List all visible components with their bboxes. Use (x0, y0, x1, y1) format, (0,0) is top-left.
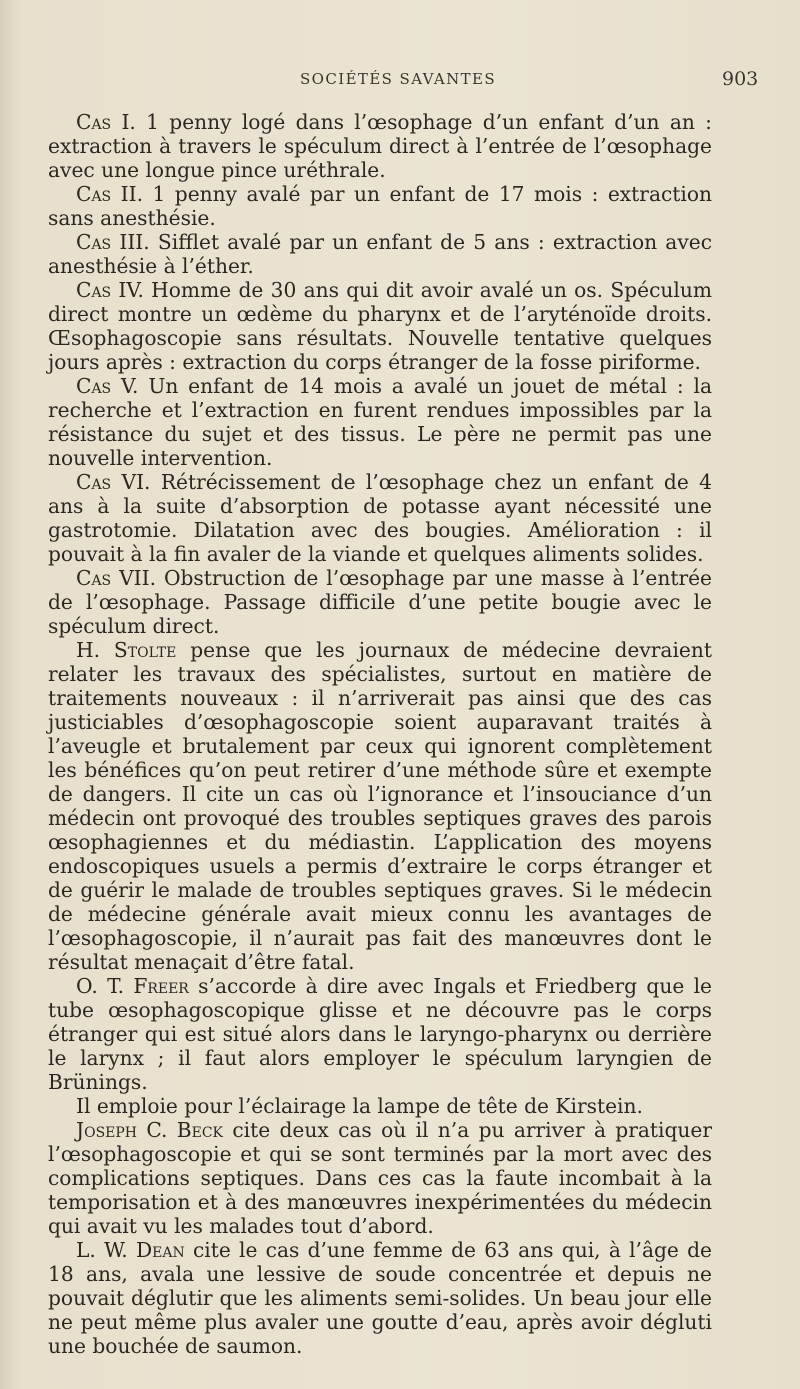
paragraph-cas-2 (48, 182, 712, 230)
paragraph-text: 1 penny avalé par un enfant de 17 mois : extraction sans anesthésie. (48, 182, 713, 230)
paragraph-beck (48, 1118, 712, 1238)
paragraph-stolte (48, 638, 712, 974)
case-label: Cas V. (76, 374, 139, 398)
case-label: Cas III. (76, 230, 150, 254)
paragraph-text: cite deux cas où il n’a pu arriver à pratiquer l’œsophagoscopie et qui se sont terminés par la mort avec des complications septiques. Dans ces cas la faute incombait à la temporisation et à des manœuvres inexpérimentées du médecin qui avait vu les malades tout d’abord. (48, 1118, 712, 1238)
paragraph-text: pense que les journaux de médecine devraient relater les travaux des spécialistes, surtout en matière de traitements nouveaux : il n’arriverait pas ainsi que des cas justiciables d’œsophagoscopie soient auparavant traités à l’aveugle et brutalement par ceux qui ignorent complètement les bénéfices qu’on peut retirer d’une méthode sûre et exempte de dangers. Il cite un cas où l’ignorance et l’insouciance d’un médecin ont provoqué des troubles septiques graves des parois œsophagiennes et du médiastin. L’application des moyens endoscopiques usuels a permis d’extraire le corps étranger et de guérir le malade de troubles septiques graves. Si le médecin de médecine générale avait mieux connu les avantages de l’œsophagoscopie, il n’aurait pas fait des manœuvres dont le résultat menaçait d’être fatal. (48, 638, 712, 974)
speaker-name: L. W. Dean (76, 1238, 185, 1262)
speaker-name: O. T. Freer (76, 974, 189, 998)
paragraph-text: s’accorde à dire avec Ingals et Friedberg que le tube œsophagoscopique glisse et ne découvre pas le corps étranger qui est situé alors dans le laryngo-pharynx ou derrière le larynx ; il faut alors employer le spéculum laryngien de Brünings. (48, 974, 712, 1094)
paragraph-cas-6 (48, 470, 712, 566)
page-header (0, 68, 800, 94)
running-head: SOCIÉTÉS SAVANTES (300, 70, 497, 88)
case-label: Cas I. (76, 110, 136, 134)
paragraph-text: Sifflet avalé par un enfant de 5 ans : extraction avec anesthésie à l’éther. (48, 230, 712, 278)
paragraph-text: Un enfant de 14 mois a avalé un jouet de métal : la recherche et l’extraction en furent rendues impossibles par la résistance du sujet et des tissus. Le père ne permit pas une nouvelle intervention. (48, 374, 712, 470)
case-label: Cas VII. (76, 566, 157, 590)
paragraph-text: cite le cas d’une femme de 63 ans qui, à l’âge de 18 ans, avala une lessive de soude concentrée et depuis ne pouvait déglutir que les aliments semi-solides. Un beau jour elle ne peut même plus avaler une goutte d’eau, après avoir dégluti une bouchée de saumon. (48, 1238, 712, 1358)
paragraph-text: Obstruction de l’œsophage par une masse à l’entrée de l’œsophage. Passage difficile d’une petite bougie avec le spéculum direct. (48, 566, 712, 638)
case-label: Cas II. (76, 182, 143, 206)
paragraph-cas-7 (48, 566, 712, 638)
paragraph-cas-3 (48, 230, 712, 278)
speaker-name: Joseph C. Beck (76, 1118, 224, 1142)
paragraph-text: Homme de 30 ans qui dit avoir avalé un os. Spéculum direct montre un œdème du pharynx et de l’aryténoïde droits. Œsophagoscopie sans résultats. Nouvelle tentative quelques jours après : extraction du corps étranger de la fosse piriforme. (48, 278, 712, 374)
paragraph-text: Rétrécissement de l’œsophage chez un enfant de 4 ans à la suite d’absorption de potasse ayant nécessité une gastrotomie. Dilatation avec des bougies. Amélioration : il pouvait à la fin avaler de la viande et quelques aliments solides. (48, 470, 712, 566)
paragraph-cas-4 (48, 278, 712, 374)
case-label: Cas VI. (76, 470, 151, 494)
paragraph-dean (48, 1238, 712, 1358)
paragraph-kirstein (48, 1094, 712, 1118)
paragraph-cas-5 (48, 374, 712, 470)
paragraph-text: Il emploie pour l’éclairage la lampe de tête de Kirstein. (76, 1094, 643, 1118)
speaker-name: H. Stolte (76, 638, 177, 662)
paragraph-freer (48, 974, 712, 1094)
case-label: Cas IV. (76, 278, 144, 302)
paragraph-text: 1 penny logé dans l’œsophage d’un enfant d’un an : extraction à travers le spéculum direct à l’entrée de l’œsophage avec une longue pince uréthrale. (48, 110, 712, 182)
paragraph-cas-1 (48, 110, 712, 182)
page-number: 903 (722, 68, 759, 90)
body-text (48, 110, 712, 1358)
